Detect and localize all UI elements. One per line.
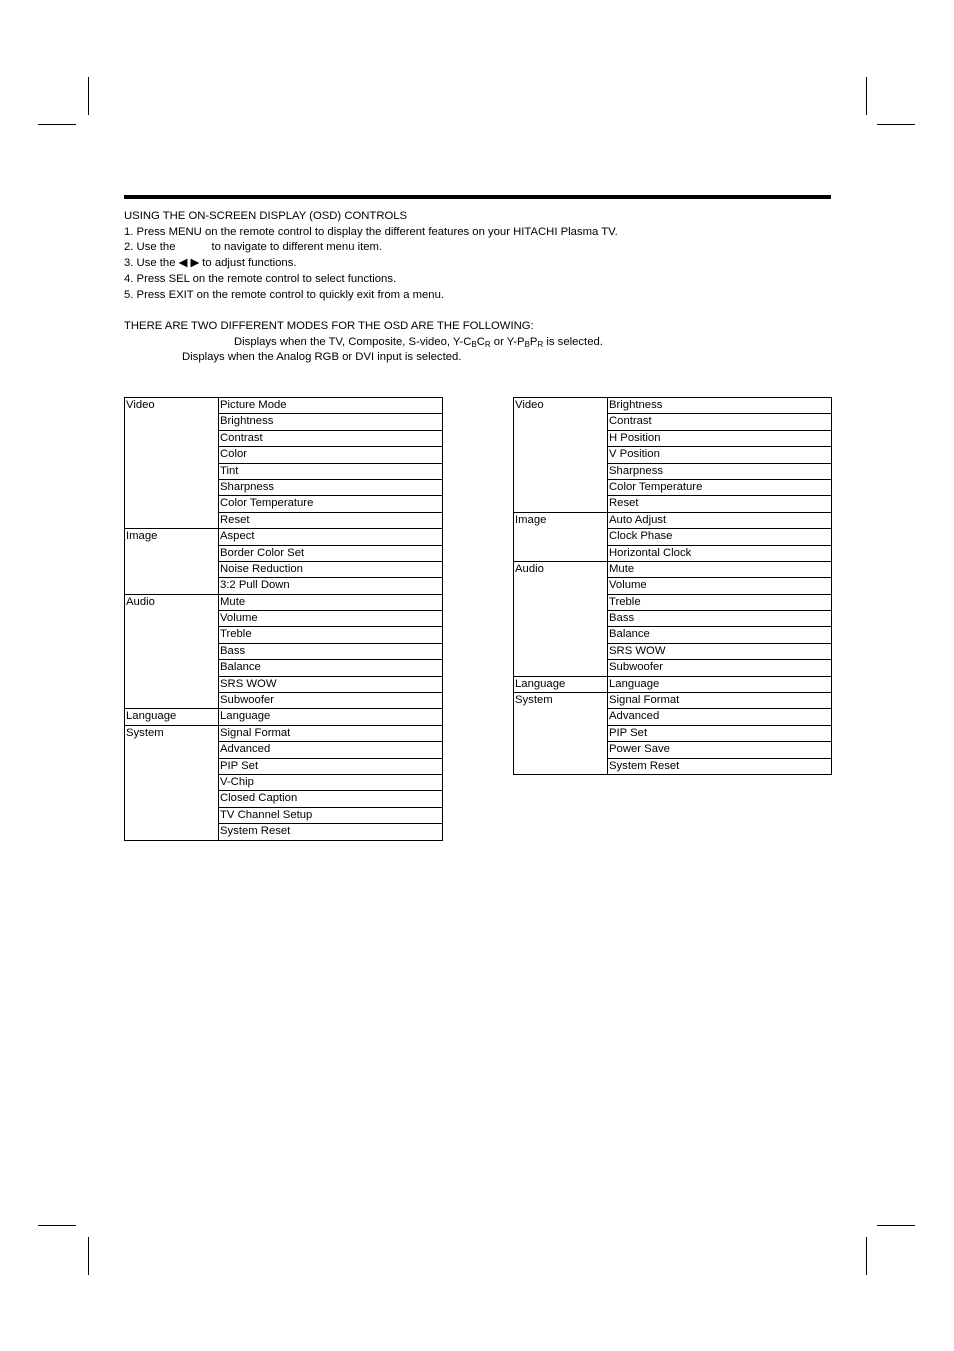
menu-item: Language <box>219 709 443 725</box>
menu-item: Volume <box>219 611 443 627</box>
or-text: or Y-P <box>490 335 525 348</box>
menu-item: Tint <box>219 463 443 479</box>
menu-item: System Reset <box>608 758 832 774</box>
menu-item: Sharpness <box>219 479 443 495</box>
menu-item: Subwoofer <box>219 693 443 709</box>
crop-mark-top-right-horizontal <box>877 124 915 125</box>
menu-item: Clock Phase <box>608 529 832 545</box>
table-row <box>125 725 443 741</box>
menu-item: Balance <box>219 660 443 676</box>
menu-item: TV Channel Setup <box>219 807 443 823</box>
menu-item: Bass <box>219 643 443 659</box>
subscript-r-2: R <box>537 339 544 349</box>
menu-item: Aspect <box>219 529 443 545</box>
menu-item: Volume <box>608 578 832 594</box>
table-row <box>514 561 832 577</box>
menu-item: Picture Mode <box>219 398 443 414</box>
menu-item: Noise Reduction <box>219 561 443 577</box>
menu-item: Reset <box>219 512 443 528</box>
crop-mark-bottom-right-horizontal <box>877 1225 915 1226</box>
menu-category: Audio <box>514 561 608 676</box>
crop-mark-top-right-vertical <box>866 77 867 115</box>
menu-item: Balance <box>608 627 832 643</box>
osd-instructions <box>124 209 831 366</box>
menu-item: Signal Format <box>608 693 832 709</box>
menu-item: Brightness <box>219 414 443 430</box>
step-2-end: to navigate to different menu item. <box>211 241 383 254</box>
menu-category: Language <box>514 676 608 692</box>
subscript-b: B <box>471 339 477 349</box>
menu-category: Video <box>125 398 219 529</box>
menu-item: Power Save <box>608 742 832 758</box>
modes-heading: THERE ARE TWO DIFFERENT MODES FOR THE OSD ARE THE FOLLOWING: <box>124 319 534 332</box>
osd-menu-table-pc-mode <box>513 397 832 775</box>
table-row <box>125 529 443 545</box>
menu-item: Treble <box>219 627 443 643</box>
menu-item: SRS WOW <box>219 676 443 692</box>
instructions-heading: USING THE ON-SCREEN DISPLAY (OSD) CONTROLS <box>124 210 408 222</box>
table-row <box>514 398 832 414</box>
letter-p: P <box>529 335 538 348</box>
menu-item: 3:2 Pull Down <box>219 578 443 594</box>
menu-category: Image <box>125 529 219 595</box>
menu-item: Auto Adjust <box>608 512 832 528</box>
tv-mode-end: is selected. <box>543 335 603 348</box>
table-row <box>125 398 443 414</box>
letter-c: C <box>476 335 485 348</box>
menu-item: Advanced <box>608 709 832 725</box>
menu-item: Advanced <box>219 742 443 758</box>
osd-menu-table-tv-mode <box>124 397 443 841</box>
menu-item: Reset <box>608 496 832 512</box>
menu-item: V-Chip <box>219 774 443 790</box>
crop-mark-bottom-left-vertical <box>88 1237 89 1275</box>
tv-mode-text: Displays when the TV, Composite, S-video, Y-C <box>234 335 472 348</box>
menu-item: Brightness <box>608 398 832 414</box>
menu-item: Horizontal Clock <box>608 545 832 561</box>
menu-item: Treble <box>608 594 832 610</box>
step-4: 4. Press SEL on the remote control to select functions. <box>124 272 397 285</box>
menu-item: Mute <box>219 594 443 610</box>
crop-mark-bottom-right-vertical <box>866 1237 867 1275</box>
table-row <box>125 594 443 610</box>
step-2 <box>124 240 831 256</box>
table-row <box>514 512 832 528</box>
menu-category: Video <box>514 398 608 513</box>
menu-item: Closed Caption <box>219 791 443 807</box>
menu-item: System Reset <box>219 824 443 840</box>
pc-mode-description: Displays when the Analog RGB or DVI input is selected. <box>182 351 462 364</box>
menu-item: H Position <box>608 430 832 446</box>
subscript-b-2: B <box>524 339 530 349</box>
step-2-start: 2. Use the <box>124 241 176 254</box>
menu-item: Contrast <box>219 430 443 446</box>
header-rule <box>124 195 831 199</box>
tv-mode-description <box>124 335 831 351</box>
menu-item: Language <box>608 676 832 692</box>
step-5: 5. Press EXIT on the remote control to quickly exit from a menu. <box>124 288 445 301</box>
step-3: 3. Use the ◀ ▶ to adjust functions. <box>124 257 297 270</box>
table-row <box>514 676 832 692</box>
table-row <box>125 709 443 725</box>
menu-category: Audio <box>125 594 219 709</box>
menu-item: Color Temperature <box>608 479 832 495</box>
menu-item: Contrast <box>608 414 832 430</box>
crop-mark-top-left-horizontal <box>38 124 76 125</box>
menu-item: Subwoofer <box>608 660 832 676</box>
menu-category: Language <box>125 709 219 725</box>
menu-item: Color <box>219 447 443 463</box>
menu-item: Color Temperature <box>219 496 443 512</box>
subscript-r: R <box>484 339 491 349</box>
menu-item: PIP Set <box>219 758 443 774</box>
menu-item: Mute <box>608 561 832 577</box>
menu-item: Border Color Set <box>219 545 443 561</box>
menu-category: System <box>514 693 608 775</box>
menu-item: PIP Set <box>608 725 832 741</box>
step-1: 1. Press MENU on the remote control to display the different features on your HITACHI Plasma TV. <box>124 225 618 238</box>
menu-item: Bass <box>608 611 832 627</box>
menu-item: Sharpness <box>608 463 832 479</box>
menu-category: Image <box>514 512 608 561</box>
menu-category: System <box>125 725 219 840</box>
menu-item: V Position <box>608 447 832 463</box>
crop-mark-top-left-vertical <box>88 77 89 115</box>
menu-item: SRS WOW <box>608 643 832 659</box>
menu-item: Signal Format <box>219 725 443 741</box>
table-row <box>514 693 832 709</box>
spacer <box>124 303 831 319</box>
crop-mark-bottom-left-horizontal <box>38 1225 76 1226</box>
